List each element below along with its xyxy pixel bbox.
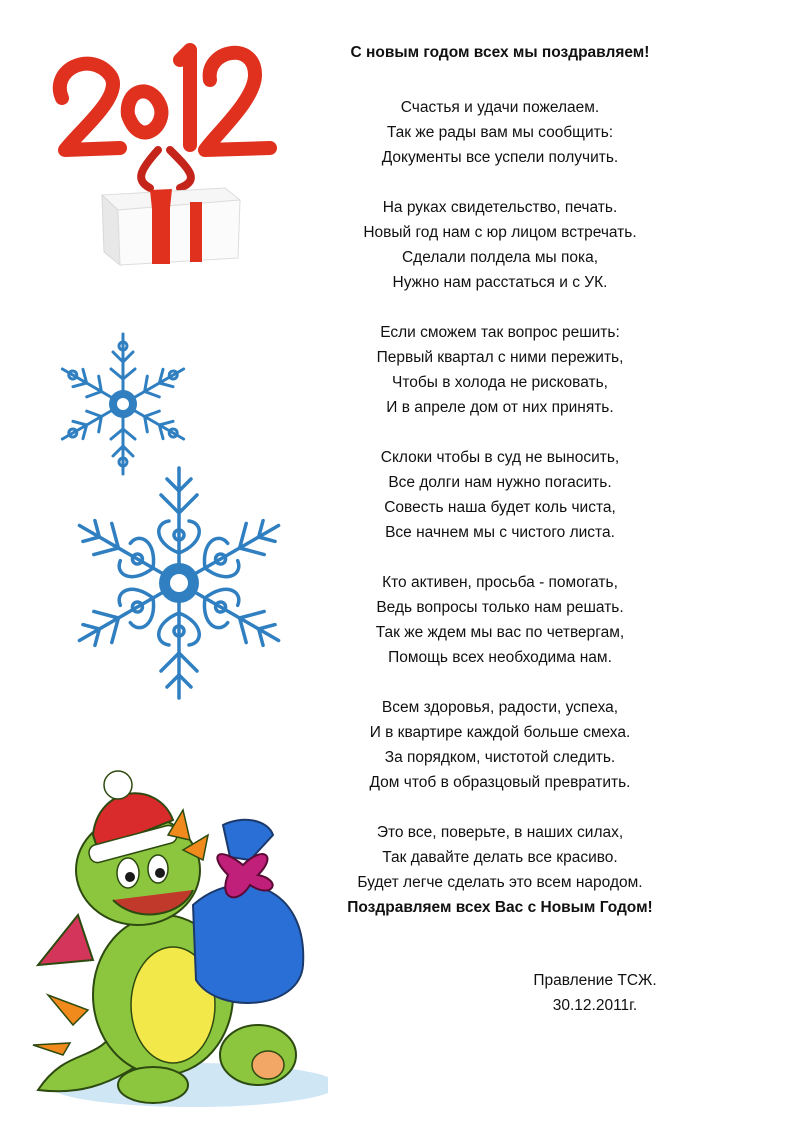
snowflake-large-icon <box>40 462 318 704</box>
poem-title: С новым годом всех мы поздравляем! <box>350 44 650 61</box>
stanza-2 <box>330 195 670 295</box>
poem-line: Ведь вопросы только нам решать. <box>376 599 624 616</box>
poem-line: Все долги нам нужно погасить. <box>388 474 612 491</box>
poem-line: Так же рады вам мы сообщить: <box>386 124 614 141</box>
snowflake-small-icon <box>38 330 208 478</box>
gift-2012-ribbon-icon <box>40 20 290 270</box>
poem-line: Чтобы в холода не рисковать, <box>392 374 608 391</box>
poem-line: Склоки чтобы в суд не выносить, <box>380 449 620 466</box>
poem-line: Это все, поверьте, в наших силах, <box>376 824 624 841</box>
signature-org: Правление ТСЖ. <box>533 972 657 989</box>
poem-line: Будет легче сделать это всем народом. <box>357 874 643 891</box>
poem-line: Сделали полдела мы пока, <box>401 249 599 266</box>
stanza-6 <box>330 695 670 795</box>
poem-closing-line: Поздравляем всех Вас с Новым Годом! <box>347 899 653 916</box>
stanza-7 <box>330 820 670 920</box>
poem <box>330 40 670 945</box>
poem-line: На руках свидетельство, печать. <box>382 199 618 216</box>
poem-line: И в апреле дом от них принять. <box>386 399 614 416</box>
poem-line: Всем здоровья, радости, успеха, <box>381 699 619 716</box>
stanza-1 <box>330 95 670 170</box>
poem-line: Помощь всех необходима нам. <box>388 649 612 666</box>
poem-line: Так же ждем мы вас по четвергам, <box>375 624 625 641</box>
poem-line: Если сможем так вопрос решить: <box>380 324 620 341</box>
signature-date: 30.12.2011г. <box>552 997 638 1014</box>
poem-line: Дом чтоб в образцовый превратить. <box>369 774 631 791</box>
poem-line: И в квартире каждой больше смеха. <box>369 724 631 741</box>
signature <box>505 968 685 1018</box>
poem-line: Так давайте делать все красиво. <box>382 849 618 866</box>
poem-line: Совесть наша будет коль чиста, <box>384 499 616 516</box>
poem-line: Все начнем мы с чистого листа. <box>385 524 615 541</box>
poem-line: Счастья и удачи пожелаем. <box>400 99 600 116</box>
poem-line: За порядком, чистотой следить. <box>384 749 616 766</box>
poem-line: Первый квартал с ними пережить, <box>376 349 624 366</box>
stanza-3 <box>330 320 670 420</box>
poem-line: Документы все успели получить. <box>381 149 619 166</box>
poem-line: Кто активен, просьба - помогать, <box>382 574 618 591</box>
stanza-5 <box>330 570 670 670</box>
dragon-with-gift-sack-icon <box>18 765 328 1110</box>
stanza-4 <box>330 445 670 545</box>
poem-line: Новый год нам с юр лицом встречать. <box>363 224 637 241</box>
poem-line: Нужно нам расстаться и с УК. <box>392 274 608 291</box>
